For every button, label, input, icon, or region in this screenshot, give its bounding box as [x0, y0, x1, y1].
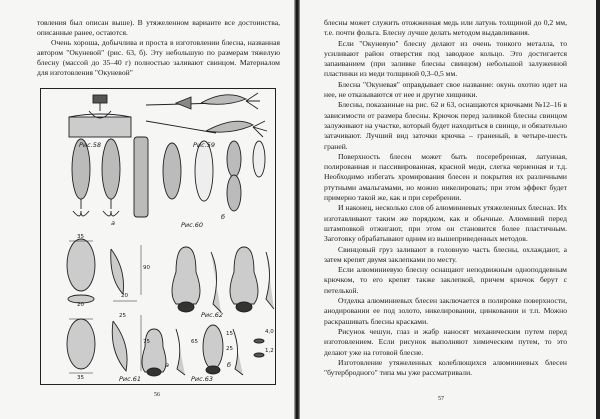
paragraph: И наконец, несколько слов об алюминиевых утяжеленных блеснах. Их изготавливают таким же порядком, как и обычные. Алюминий перед штамповкой отжигают, при этом он становится более пластичным. Заготовку обрабатывают одним из вышеприведенных методов. — [324, 203, 567, 244]
figure-caption: Рис.59 — [193, 141, 216, 149]
dimension-label: 65 — [191, 339, 198, 345]
dimension-label: 20 — [121, 293, 128, 299]
paragraph: блесны может служить отожженная медь или латунь толщиной до 0,2 мм, т.е. почти фольга. Блесну лучше делать методом выдавливания. — [324, 18, 567, 38]
right-page-text — [324, 18, 567, 378]
dimension-label: 4,0 — [265, 329, 274, 335]
figure-caption: Рис.62 — [201, 311, 224, 319]
press-die-drawing — [69, 95, 131, 137]
dimension-label: 90 — [143, 265, 150, 271]
paragraph: Если алюминиевую блесну оснащают неподвижным одноподдевным крючком, то его крепят также заклепкой, причем крючок берут с петелькой. — [324, 265, 567, 295]
paragraph: Отделка алюминиевых блесен заключается в полировке поверхности, анодировании ее под золото, никелировании, цинковании и т.п. Можно раскрашивать блесны красками. — [324, 296, 567, 326]
lure-illustrations-figure — [40, 88, 276, 385]
paragraph: Рисунок чешуи, глаз и жабр наносят механическим путем перед изготовлением. Если рисунок выполняют химическим путем, то это делают уже на готовой блесне. — [324, 326, 567, 357]
dimension-label: 35 — [77, 234, 84, 240]
paragraph: Блесна "Окуневая" оправдывает свое название: окунь охотно идет на нее, не отказываются от нее и другие хищники. — [324, 79, 567, 100]
paragraph: Блесны, показанные на рис. 62 и 63, оснащаются крючками №12–16 в зависимости от размера блесны. Крючок перед заливкой блесны свинцом залуживают на участке, который будет находиться в свинце, и обязательно затачивают. Лучший вид заточки крючка – граненый, в четыре-шесть граней. — [324, 100, 567, 151]
paragraph: Поверхность блесен может быть посеребренная, латунная, полированная и пассивированная, красной меди, слегка черненная и т.д. Необходимо избегать хромирования блесен и покрытия их различными ртутными амальгамами, но можно никелировать; при этом эффект будет примерно такой же, как и при серебрении. — [324, 151, 567, 203]
dimension-label: 25 — [119, 313, 126, 319]
page-number: 56 — [154, 392, 160, 398]
figure-caption: Рис.61 — [119, 375, 142, 383]
figure-caption: Рис.60 — [181, 221, 204, 229]
figure-letter: а — [111, 219, 115, 227]
dimension-label: 20 — [77, 302, 84, 308]
figure-caption: Рис.58 — [79, 141, 102, 149]
paragraph: Изготовление утяжеленных колеблющихся алюминиевых блесен "бутербродного" типа мы уже рассматривали. — [324, 357, 567, 378]
left-page-text — [37, 18, 280, 78]
dimension-label: 15 — [226, 331, 233, 337]
dimension-label: 1,2 — [265, 348, 274, 354]
page-number: 57 — [438, 396, 444, 402]
dimension-label: 35 — [77, 375, 84, 381]
figure-caption: Рис.63 — [191, 375, 214, 383]
paragraph: Свинцовый груз заливают в головную часть блесны, охлаждают, а затем крепят двумя заклепками по месту. — [324, 244, 567, 264]
right-page-edge — [596, 0, 600, 419]
paragraph: товления был описан выше). В утяжеленном варианте все достоинства, описанные ранее, остаются. — [37, 18, 280, 37]
left-page — [0, 0, 296, 419]
paragraph: Очень хороша, добычлива и проста в изготовлении блесна, названная автором "Окуневой" (рис. 63, б). Эту небольшую по размерам тяжелую блесну (массой до 35–40 г) полностью заливают свинцом. Материалом для изготовления "Окуневой" — [37, 38, 280, 77]
spoon-lure-drawings — [72, 137, 265, 217]
dimension-label: 25 — [226, 346, 233, 352]
paragraph: Если "Окуневую" блесну делают из очень тонкого металла, то усиливают район отверстия под заводное кольцо. Это достигается запаиванием (при заливке блесны свинцом) небольшой залуженной пластинки из меди толщиной 0,3–0,5 мм. — [324, 38, 567, 79]
figure-letter: а — [165, 361, 169, 369]
right-page — [300, 0, 600, 419]
figure-letter: б — [221, 213, 226, 221]
dimension-label: 75 — [143, 339, 150, 345]
figure-letter: б — [227, 361, 232, 369]
spinner-drawings — [146, 93, 267, 137]
